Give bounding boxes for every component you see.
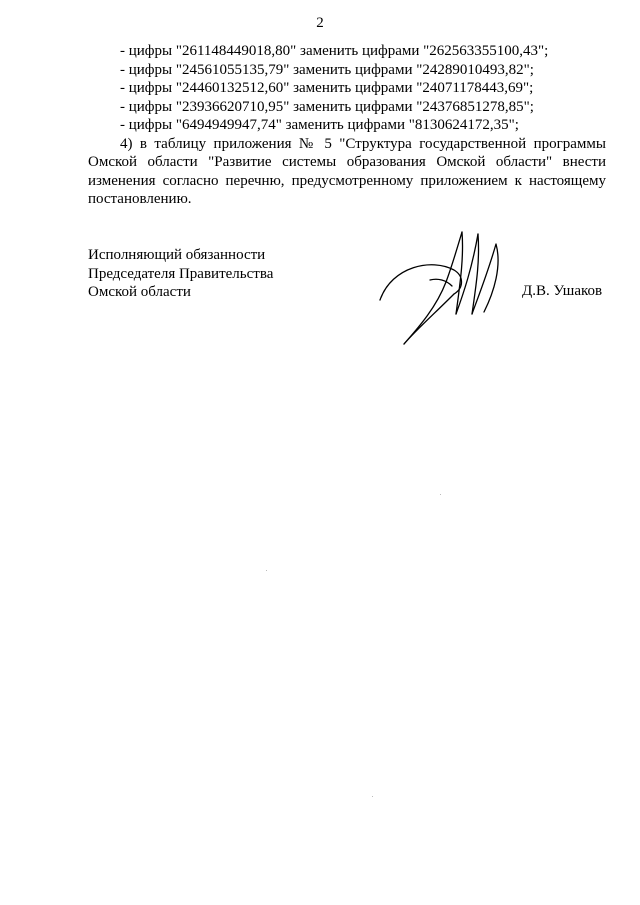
paragraph-4: 4) в таблицу приложения № 5 "Структура государственной программы Омской области "Развитие системы образования Омской области" внести изменения согласно перечню, предусмотренному приложением к настоящему постановлению. [88, 136, 606, 208]
replacement-item: - цифры "24561055135,79" заменить цифрами "24289010493,82"; [120, 61, 534, 78]
scan-speck [440, 494, 441, 495]
signatory-name: Д.В. Ушаков [522, 283, 603, 299]
signatory-title-line: Председателя Правительства [88, 265, 274, 282]
replacement-item: - цифры "261148449018,80" заменить цифрами "262563355100,43"; [120, 43, 549, 59]
signatory-title [88, 246, 273, 302]
replacement-item: - цифры "6494949947,74" заменить цифрами "8130624172,35"; [120, 117, 519, 134]
replacement-list [120, 42, 548, 135]
page-number: 2 [316, 15, 324, 31]
handwritten-signature [372, 222, 522, 362]
signatory-title-line: Омской области [88, 284, 191, 301]
replacement-item: - цифры "23936620710,95" заменить цифрами "24376851278,85"; [120, 98, 534, 115]
signatory-title-line: Исполняющий обязанности [88, 247, 266, 263]
scan-speck [266, 570, 267, 571]
scan-speck [372, 796, 373, 797]
replacement-item: - цифры "24460132512,60" заменить цифрами "24071178443,69"; [120, 80, 534, 97]
